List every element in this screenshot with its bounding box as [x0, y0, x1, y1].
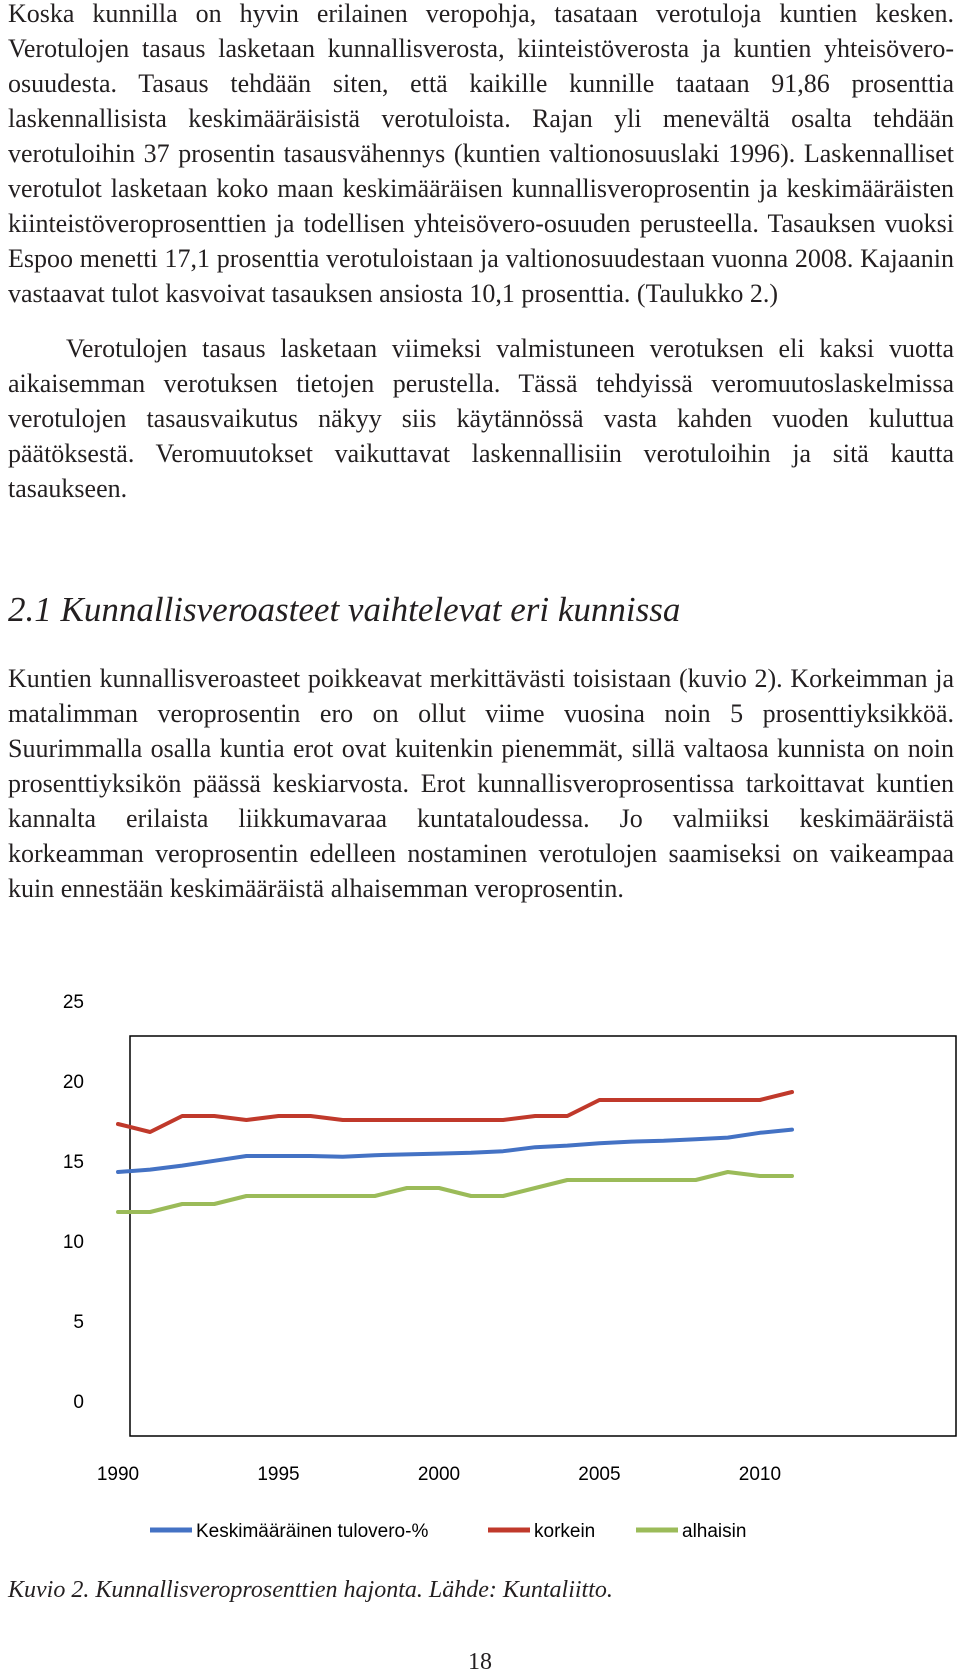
- series-line: [118, 1172, 792, 1212]
- y-tick-label: 5: [73, 1312, 84, 1333]
- y-tick-label: 25: [62, 992, 84, 1013]
- plot-area-frame: [130, 1036, 956, 1436]
- section-heading: 2.1 Kunnallisveroasteet vaihtelevat eri kunnissa: [8, 590, 681, 629]
- tax-rate-line-chart: [0, 992, 960, 1570]
- x-tick-label: 2010: [738, 1464, 782, 1485]
- y-axis-labels: [63, 992, 84, 1413]
- series-line: [118, 1092, 792, 1132]
- y-tick-label: 20: [62, 1072, 84, 1093]
- paragraph-tax-equalization: Koska kunnilla on hyvin erilainen veropohja, tasataan verotuloja kuntien kesken. Verotulojen tasaus lasketaan kunnallisverosta, kiinteistöverosta ja kuntien yhteisövero-osuudesta. Tasaus tehdään siten, että kaikille kunnille taataan 91,86 prosenttia laskennallisista keskimääräisistä verotuloista. Rajan yli menevältä osalta tehdään verotuloihin 37 prosentin tasausvähennys (kuntien valtionosuuslaki 1996). Laskennalliset verotulot lasketaan koko maan keskimääräisen kunnallisveroprosentin ja keskimääräisten kiinteistöveroprosenttien ja todellisen yhteisövero-osuuden perusteella. Tasauksen vuoksi Espoo menetti 17,1 prosenttia verotuloistaan ja valtionosuudestaan vuonna 2008. Kajaanin vastaavat tulot kasvoivat tasauksen ansiosta 10,1 prosenttia. (Taulukko 2.): [8, 0, 954, 308]
- series-lines: [118, 1092, 792, 1212]
- y-tick-label: 0: [73, 1392, 84, 1413]
- series-line: [118, 1130, 792, 1172]
- paragraph-tax-rate-differences: Kuntien kunnallisveroasteet poikkeavat merkittävästi toisistaan (kuvio 2). Korkeimman ja matalimman veroprosentin ero on ollut viime vuosina noin 5 prosenttiyksikköä. Suurimmalla osalla kuntia erot ovat kuitenkin pienemmät, sillä valtaosa kunnista on noin prosenttiyksikön päässä keskiarvosta. Erot kunnallisveroprosentissa tarkoittavat kuntien kannalta erilaista liikkumavaraa kuntataloudessa. Jo valmiiksi keskimääräistä korkeamman veroprosentin edelleen nostaminen verotulojen saamiseksi on vaikeampaa kuin ennestään keskimääräistä alhaisemman veroprosentin.: [8, 664, 954, 903]
- x-tick-label: 2005: [578, 1464, 621, 1485]
- x-tick-label: 1990: [96, 1464, 140, 1485]
- x-tick-label: 2000: [417, 1464, 461, 1485]
- figure-caption: Kuvio 2. Kunnallisveroprosenttien hajonta. Lähde: Kuntaliitto.: [8, 1577, 613, 1603]
- legend-label: korkein: [534, 1521, 596, 1542]
- x-axis-labels: [97, 1464, 781, 1485]
- legend-label: alhaisin: [682, 1521, 747, 1542]
- paragraph-equalization-timing: Verotulojen tasaus lasketaan viimeksi valmistuneen verotuksen eli kaksi vuotta aikaisemman verotuksen tietojen perustella. Tässä tehdyissä veromuutoslaskelmissa verotulojen tasausvaikutus näkyy siis käytännössä vasta kahden vuoden kuluttua päätöksestä. Veromuutokset vaikuttavat laskennallisiin verotuloihin ja sitä kautta tasaukseen.: [8, 334, 954, 503]
- legend-label: Keskimääräinen tulovero-%: [196, 1521, 429, 1542]
- y-tick-label: 10: [62, 1232, 84, 1253]
- y-tick-label: 15: [62, 1152, 84, 1173]
- x-tick-label: 1995: [257, 1464, 300, 1485]
- page-number: 18: [468, 1649, 492, 1675]
- chart-legend: [150, 1521, 746, 1542]
